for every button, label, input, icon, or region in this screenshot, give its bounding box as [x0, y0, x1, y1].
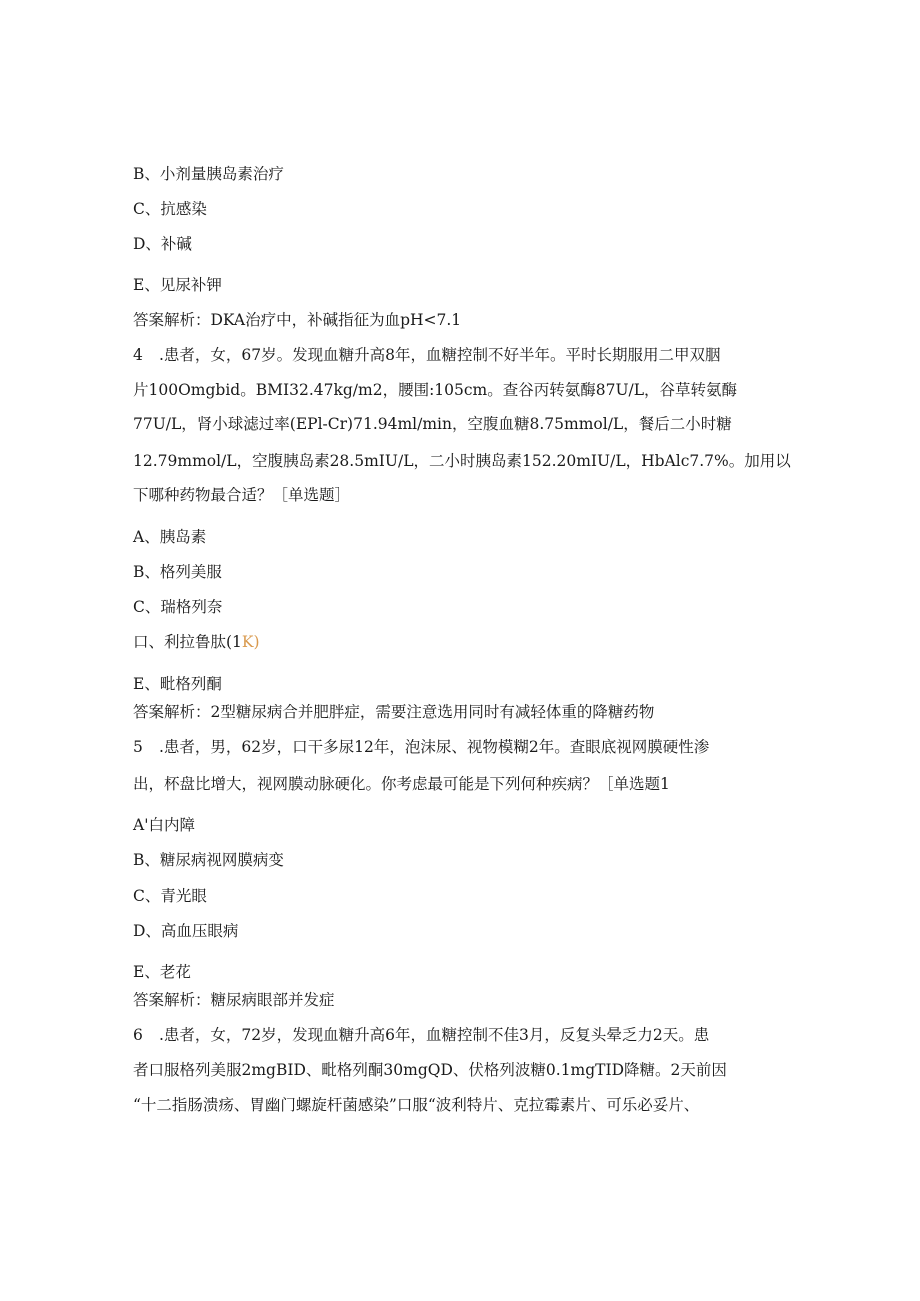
q6-stem-line-1	[133, 1025, 709, 1045]
q4-number: 4	[133, 346, 143, 364]
q5-option-d: D、高血压眼病	[133, 922, 239, 940]
q6-stem-line-3: “十二指肠溃疡、胃幽门螺旋杆菌感染”口服“波利特片、克拉霉素片、可乐必妥片、	[133, 1096, 700, 1114]
q6-stem-text-1: .患者，女，72岁，发现血糖升高6年，血糖控制不佳3月，反复头晕乏力2天。患	[159, 1026, 710, 1044]
q4-stem-text-1: .患者，女，67岁。发现血糖升高8年，血糖控制不好半年。平时长期服用二甲双胭	[159, 346, 721, 364]
q4-stem-line-4: 12.79mmol∕L，空腹胰岛素28.5mIU∕L，二小时胰岛素152.20mIU∕L，HbAlc7.7%。加用以	[133, 452, 791, 470]
q3-option-e: E、见尿补钾	[133, 276, 222, 294]
q4-option-d-text: 口、利拉鲁肽(1	[133, 633, 242, 651]
q4-stem-line-5: 下哪种药物最合适？［单选题］	[133, 486, 351, 504]
q4-option-c: C、瑞格列奈	[133, 598, 223, 616]
q5-option-c: C、青光眼	[133, 887, 207, 905]
q3-option-c: C、抗感染	[133, 200, 207, 218]
q4-stem-line-2: 片100Omgbid。BMI32.47kg∕m2，腰围:105cm。查谷丙转氨酶87U/L，谷草转氨酶	[133, 381, 738, 399]
q4-option-a: A、胰岛素	[133, 528, 207, 546]
q3-answer-analysis: 答案解析：DKA治疗中，补碱指征为血pH<7.1	[133, 311, 462, 329]
q4-option-e: E、毗格列酮	[133, 675, 222, 693]
q3-option-d: D、补碱	[133, 235, 192, 253]
q5-stem-text-1: .患者，男，62岁，口干多尿12年，泡沫尿、视物模糊2年。查眼底视网膜硬性渗	[159, 738, 710, 756]
q5-option-e: E、老花	[133, 963, 191, 981]
q5-number: 5	[133, 738, 143, 756]
q5-stem-line-2: 出，杯盘比增大，视网膜动脉硬化。你考虑最可能是下列何种疾病？［单选题1	[133, 775, 670, 793]
q4-stem-line-3: 77U/L，肾小球滤过率(EPl-Cr)71.94ml∕min，空腹血糖8.75mmol∕L，餐后二小时糖	[133, 415, 732, 433]
q5-option-b: B、糖尿病视网膜病变	[133, 851, 284, 869]
q4-option-b: B、格列美服	[133, 563, 222, 581]
q4-option-d	[133, 632, 260, 652]
q6-number: 6	[133, 1026, 143, 1044]
q4-stem-line-1	[133, 345, 721, 365]
q4-option-d-mark: K)	[241, 633, 260, 651]
q5-stem-line-1	[133, 737, 709, 757]
q5-option-a: A'白内障	[133, 816, 195, 834]
q3-option-b: B、小剂量胰岛素治疗	[133, 165, 284, 183]
q6-stem-line-2: 者口服格列美服2mgBID、毗格列酮30mgQD、伏格列波糖0.1mgTID降糖。2天前因	[133, 1061, 727, 1079]
q5-answer-analysis: 答案解析：糖尿病眼部并发症	[133, 991, 335, 1009]
q4-answer-analysis: 答案解析：2型糖尿病合并肥胖症，需要注意选用同时有减轻体重的降糖药物	[133, 703, 655, 721]
